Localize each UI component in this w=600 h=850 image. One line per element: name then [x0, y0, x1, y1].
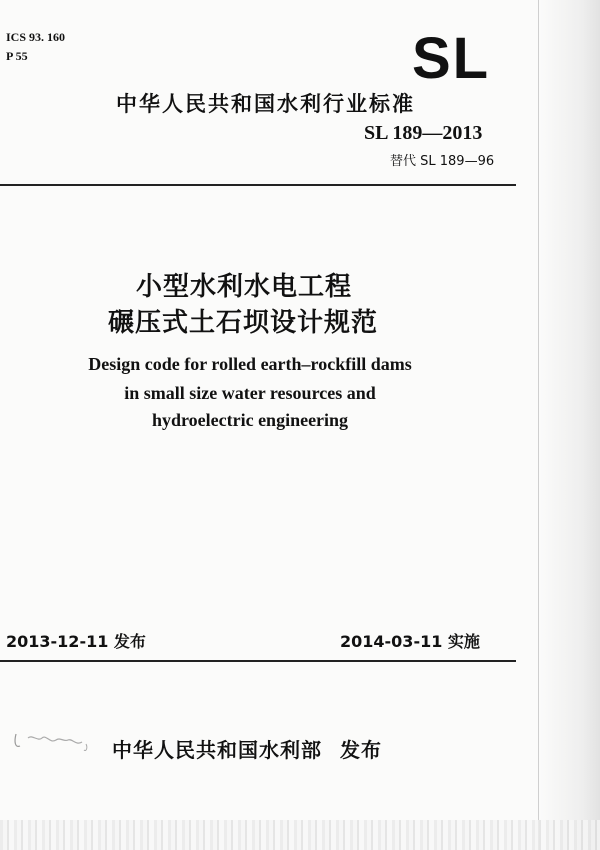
publisher-verb: 发布	[340, 738, 382, 762]
ics-code: ICS 93. 160	[6, 30, 66, 44]
sl-logo-text: SL	[412, 28, 491, 86]
publisher-name: 中华人民共和国水利部	[112, 738, 322, 762]
sl-logo	[412, 28, 510, 86]
title-en-line1: Design code for rolled earth–rockfill dams	[88, 354, 412, 374]
scan-noise-strip	[0, 820, 600, 850]
classification-codes	[6, 28, 65, 66]
title-cn-line2: 碾压式土石坝设计规范	[108, 308, 379, 338]
publisher-line	[112, 734, 382, 763]
title-cn-line1: 小型水利水电工程	[136, 272, 353, 302]
issue-date: 2013-12-11 发布	[6, 632, 146, 651]
handwritten-scribble	[12, 728, 92, 754]
replaces-standard: 替代 SL 189—96	[390, 154, 495, 169]
title-en-line2: in small size water resources and	[124, 383, 376, 403]
scan-edge-shadow	[540, 0, 600, 850]
title-en-line3: hydroelectric engineering	[151, 410, 349, 430]
footer-divider	[0, 660, 516, 662]
standard-number: SL 189—2013	[364, 122, 483, 144]
implementation-date: 2014-03-11 实施	[340, 632, 480, 651]
standard-organization: 中华人民共和国水利行业标准	[116, 92, 415, 116]
ccs-code: P 55	[6, 49, 28, 63]
page-border-line	[538, 0, 539, 850]
header-divider	[0, 184, 516, 186]
